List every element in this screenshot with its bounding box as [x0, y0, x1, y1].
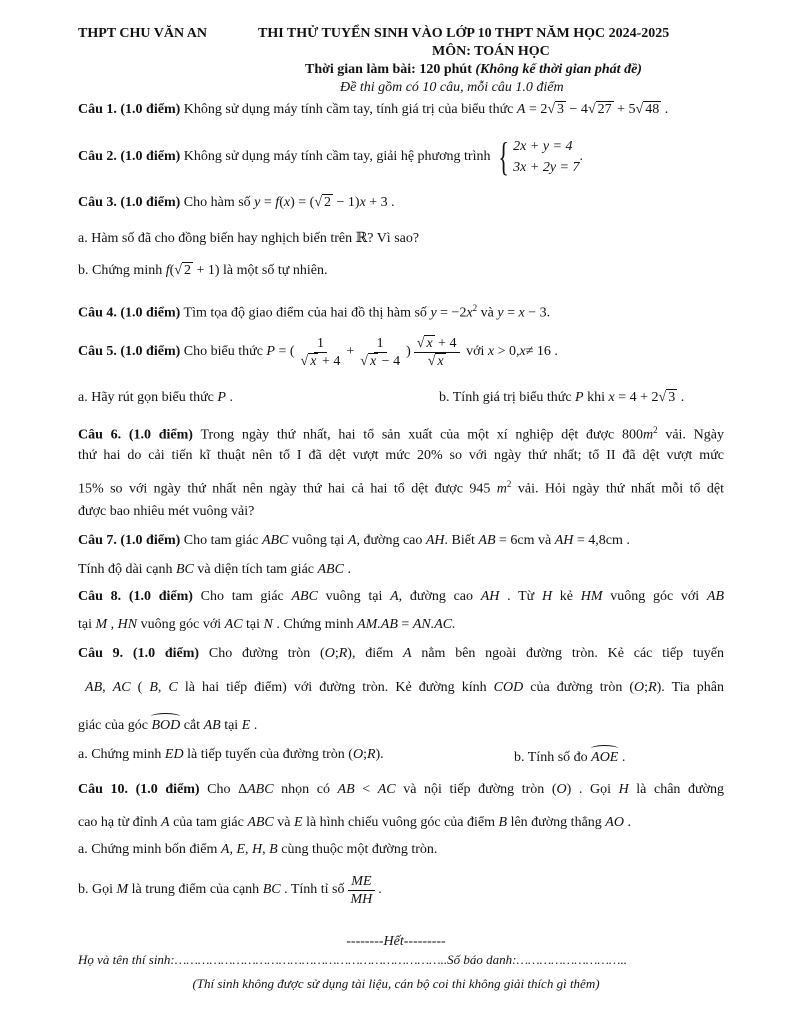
q10-part-a: a. Chứng minh bốn điểm: [78, 842, 218, 857]
time-label: Thời gian làm bài: 120 phút: [305, 62, 472, 77]
structure-note: Đề thi gồm có 10 câu, mỗi câu 1.0 điểm: [340, 80, 564, 95]
school-name: THPT CHU VĂN AN: [78, 26, 208, 41]
q1-expression: A: [516, 102, 526, 117]
equation-system: { 2x + y = 4 3x + 2y = 7: [498, 134, 580, 179]
q3-label: Câu 3. (1.0 điểm): [78, 195, 181, 210]
question-2: Câu 2. (1.0 điểm) Không sử dụng máy tính cầm tay, giải hệ phương trình { 2x + y = 4 3x + 2y = 7 .: [78, 134, 583, 179]
question-6-line-1: Câu 6. (1.0 điểm) Trong ngày thứ nhất, hai tổ sản xuất của một xí nghiệp dệt được $800m^2$ vải. Ngày: [78, 425, 724, 443]
q7-l1: Cho tam giác: [183, 533, 259, 548]
q5-b-when: khi: [587, 390, 605, 405]
q10-part-b: b. Gọi: [78, 882, 113, 897]
q6-l1: Trong ngày thứ nhất, hai tổ sản xuất của một xí nghiệp dệt được 800: [200, 427, 643, 443]
q5-part-a: a. Hãy rút gọn biểu thức: [78, 390, 214, 405]
q1-label: Câu 1. (1.0 điểm): [78, 102, 181, 117]
q10-label: Câu 10. (1.0 điểm): [78, 782, 200, 797]
subject: MÔN: TOÁN HỌC: [432, 44, 550, 59]
question-3: Câu 3. (1.0 điểm) Cho hàm số y = f(x) = (√ 2 − 1)x + 3 .: [78, 195, 395, 210]
q9-line-2: AB, AC ( B, C là hai tiếp điểm) với đường tròn. Kẻ đường kính COD của đường tròn (O;R). Tia phân: [85, 680, 724, 695]
q3-part-a: a. Hàm số đã cho đồng biến hay nghịch biến trên ℝ? Vì sao?: [78, 231, 420, 246]
q9-part-a: a. Chứng minh: [78, 747, 162, 762]
q7-line-2: Tính độ dài cạnh BC và diện tích tam giác ABC .: [78, 562, 351, 577]
q7-label: Câu 7. (1.0 điểm): [78, 533, 181, 548]
q10-part-a-line: a. Chứng minh bốn điểm A, E, H, B cùng thuộc một đường tròn.: [78, 842, 438, 857]
q6-label: Câu 6. (1.0 điểm): [78, 427, 193, 443]
q3-part-b: b. Chứng minh f(√ 2 + 1) là một số tự nhiên.: [78, 263, 328, 278]
q10-part-b-line: b. Gọi M là trung điểm của cạnh BC . Tính tỉ số $\frac{ME}{MH}$ .: [78, 873, 382, 907]
q5-cond-pre: với: [466, 344, 485, 359]
q2-label: Câu 2. (1.0 điểm): [78, 149, 181, 164]
q5-text: Cho biểu thức: [183, 344, 263, 359]
question-7: Câu 7. (1.0 điểm) Cho tam giác ABC vuông tại A, đường cao AH. Biết AB = 6cm và AH = 4,8cm .: [78, 533, 630, 548]
q5-part-b-wrap: b. Tính giá trị biểu thức P khi x = 4 + 2√ 3 .: [439, 390, 685, 405]
question-9: Câu 9. (1.0 điểm) Cho đường tròn (O;R), điểm A nằm bên ngoài đường tròn. Kẻ các tiếp tuyến: [78, 646, 725, 661]
q9-parts: a. Chứng minh ED là tiếp tuyến của đường tròn (O;R). b. Tính số đo AOE .: [78, 745, 724, 765]
q4-label: Câu 4. (1.0 điểm): [78, 305, 181, 321]
candidate-name-field: Họ và tên thí sinh:……………………………………………………………..: [78, 952, 448, 967]
exam-title: THI THỬ TUYỂN SINH VÀO LỚP 10 THPT NĂM HỌC 2024-2025: [258, 26, 670, 41]
time-line: [305, 62, 642, 78]
candidate-id-field: Số báo danh:………………………..: [447, 952, 627, 967]
q6-l3b: vải. Hỏi ngày thứ nhất mỗi tổ dệt: [517, 481, 725, 497]
time-note: (Không kể thời gian phát đề): [475, 62, 642, 77]
question-5: Câu 5. (1.0 điểm) Cho biểu thức P = ( $\frac{1}{√ x + 4}$ + $\frac{1}{√ x - 4}$ ) $\frac{√ x + 4}{√ x}$ với x > 0, x ≠ 16 .: [78, 335, 558, 369]
q9-label: Câu 9. (1.0 điểm): [78, 646, 200, 661]
q7-l2: Tính độ dài cạnh: [78, 562, 173, 577]
q5-part-b: b. Tính giá trị biểu thức: [439, 390, 572, 405]
q4-and: và: [480, 305, 494, 321]
q3-b-pre: b. Chứng minh: [78, 263, 163, 278]
q8-line-2: tại M , HN vuông góc với AC tại N . Chứng minh AM.AB = AN.AC.: [78, 617, 456, 632]
question-8: Câu 8. (1.0 điểm) Cho tam giác ABC vuông tại A, đường cao AH . Từ H kẻ HM vuông góc với AB: [78, 589, 724, 604]
q9-part-b: b. Tính số đo: [514, 750, 588, 765]
q6-l2: thứ hai do cải tiến kĩ thuật nên tổ I đã dệt vượt mức 20% so với ngày thứ nhất; tổ II đã dệt vượt mức: [78, 448, 724, 463]
q6-l1b: vải. Ngày: [665, 427, 724, 443]
q1-text: Không sử dụng máy tính cầm tay, tính giá trị của biểu thức: [183, 102, 514, 117]
end-marker: --------Hết---------: [346, 934, 446, 949]
q5-label: Câu 5. (1.0 điểm): [78, 344, 181, 359]
question-4: Câu 4. (1.0 điểm) Tìm tọa độ giao điểm của hai đồ thị hàm số $y = -2x^2$ và y = x − 3.: [78, 303, 551, 321]
q10-line-2: cao hạ từ đỉnh A của tam giác ABC và E là hình chiếu vuông góc của điểm B lên đường thẳng AO .: [78, 815, 631, 830]
q3-b-post: là một số tự nhiên.: [223, 263, 328, 278]
q6-l3: 15% so với ngày thứ nhất nên ngày thứ hai cả hai tổ dệt được 945: [78, 481, 491, 497]
q2-eq2: 3x + 2y = 7: [513, 160, 580, 175]
candidate-info: [78, 950, 724, 970]
q3-text: Cho hàm số: [183, 195, 251, 210]
q4-text: Tìm tọa độ giao điểm của hai đồ thị hàm số: [183, 305, 427, 321]
q6-l4: được bao nhiêu mét vuông vải?: [78, 504, 255, 519]
question-10: Câu 10. (1.0 điểm) Cho ΔABC nhọn có AB < AC và nội tiếp đường tròn (O) . Gọi H là chân đường: [78, 782, 725, 797]
q9-part-b-wrap: b. Tính số đo AOE .: [514, 745, 625, 768]
footer-note: (Thí sinh không được sử dụng tài liệu, cán bộ coi thi không giải thích gì thêm): [192, 976, 600, 991]
question-6-line-3: 15% so với ngày thứ nhất nên ngày thứ hai cả hai tổ dệt được 945 $m^2$ vải. Hỏi ngày thứ nhất mỗi tổ dệt: [78, 479, 725, 497]
q7-l2b: và diện tích tam giác: [197, 562, 314, 577]
q5-parts: a. Hãy rút gọn biểu thức P . b. Tính giá trị biểu thức P khi x = 4 + 2√ 3 .: [78, 388, 724, 408]
q9-line-3: giác của góc BOD cắt AB tại E .: [78, 713, 724, 736]
q2-eq1: 2x + y = 4: [513, 139, 573, 154]
q8-label: Câu 8. (1.0 điểm): [78, 589, 193, 604]
question-1: Câu 1. (1.0 điểm) Không sử dụng máy tính cầm tay, tính giá trị của biểu thức A = 2√ 3 − 4√ 27 + 5√ 48 .: [78, 102, 669, 117]
q2-text: Không sử dụng máy tính cầm tay, giải hệ phương trình: [183, 149, 491, 164]
